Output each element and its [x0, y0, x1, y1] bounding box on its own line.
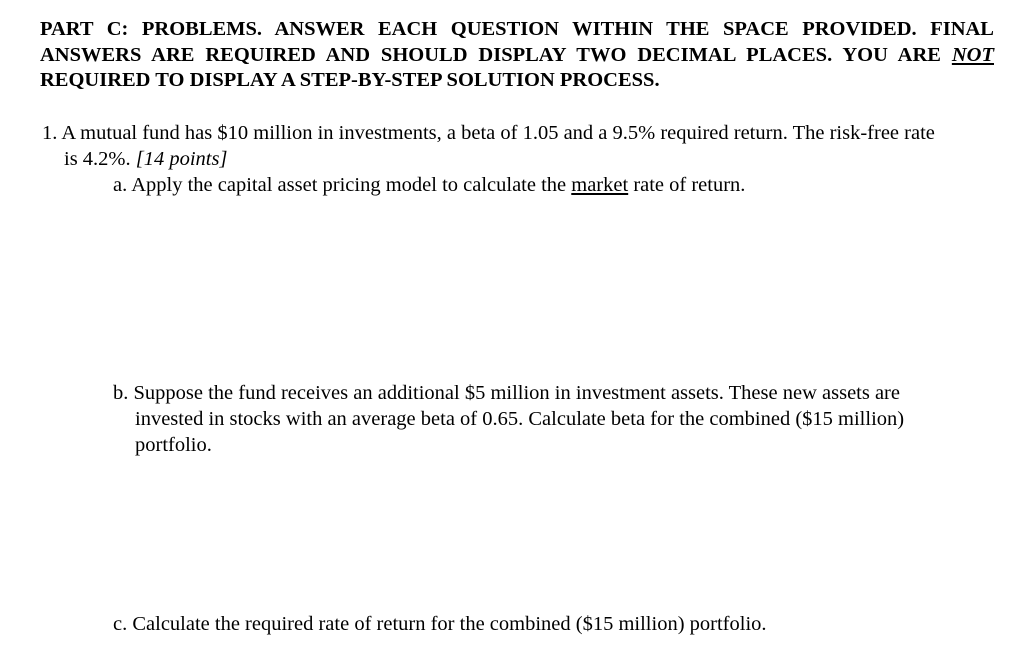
question-1-number: 1.	[42, 122, 58, 144]
part-b-label: b.	[113, 382, 129, 404]
instructions-sentence-3: REQUIRED TO DISPLAY A STEP-BY-STEP SOLUTION PROCESS.	[40, 69, 660, 91]
answer-space-b[interactable]	[113, 460, 973, 605]
part-c-header	[40, 17, 994, 94]
part-b-line-1	[113, 380, 973, 406]
question-1	[42, 120, 994, 172]
not-emphasis: NOT	[951, 43, 994, 66]
part-a-text-end: rate of return.	[633, 174, 746, 196]
question-1-points: [14 points]	[135, 148, 228, 170]
question-1-stem-line-1	[42, 120, 994, 146]
part-a-underlined-word: market	[571, 174, 629, 196]
part-b-line-3: portfolio.	[135, 434, 212, 456]
instructions-sentence-1: ANSWER EACH QUESTION WITHIN THE SPACE PROVIDED.	[274, 18, 917, 40]
part-c-label: c.	[113, 613, 128, 635]
question-1-stem-cont: is 4.2%.	[64, 148, 131, 170]
question-1-part-a	[113, 172, 745, 198]
part-b-text-1: Suppose the fund receives an additional $5 million in investment assets. These new assets are	[133, 382, 900, 404]
question-1-stem-line-2	[42, 146, 994, 172]
part-a-label: a.	[113, 174, 128, 196]
part-b-line-2: invested in stocks with an average beta of 0.65. Calculate beta for the combined ($15 million)	[135, 408, 905, 430]
instructions-sentence-2: FINAL ANSWERS ARE REQUIRED AND SHOULD DISPLAY TWO DECIMAL PLACES. YOU ARE	[40, 18, 994, 66]
question-1-part-b	[113, 380, 973, 458]
question-1-stem: A mutual fund has $10 million in investments, a beta of 1.05 and a 9.5% required return. The risk-free rate	[61, 122, 935, 144]
question-1-part-c	[113, 611, 767, 637]
answer-space-a[interactable]	[113, 200, 973, 375]
part-c-text: Calculate the required rate of return for the combined ($15 million) portfolio.	[132, 613, 767, 635]
part-title: PART C: PROBLEMS.	[40, 18, 263, 40]
part-a-text: Apply the capital asset pricing model to calculate the	[131, 174, 567, 196]
